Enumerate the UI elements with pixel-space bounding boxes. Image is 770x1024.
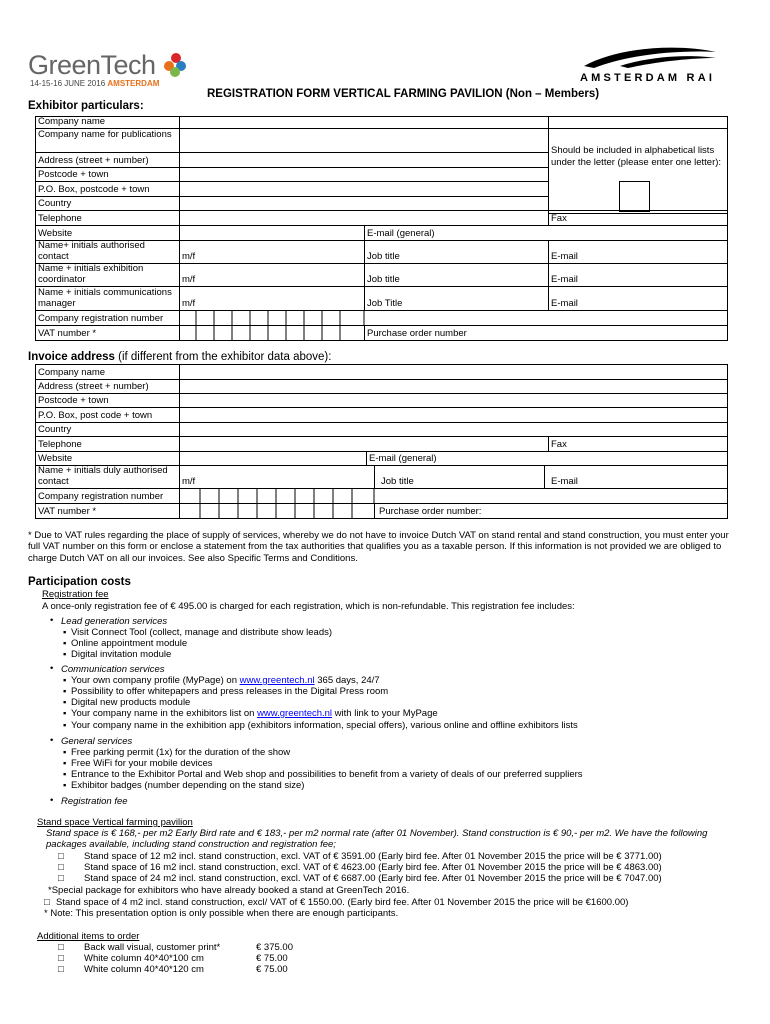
inv-field-contact-name[interactable] xyxy=(179,465,375,489)
inv-label-pobox: P.O. Box, post code + town xyxy=(35,407,180,423)
field-address[interactable] xyxy=(179,152,549,168)
square-bullet-icon: ▪ xyxy=(63,686,67,697)
exhibitor-heading: Exhibitor particulars: xyxy=(28,100,144,112)
inv-field-po-number[interactable] xyxy=(374,503,728,519)
square-bullet-icon: ▪ xyxy=(63,720,67,731)
inv-field-telephone[interactable] xyxy=(179,436,549,452)
field-contact1-email[interactable] xyxy=(548,240,728,264)
label-contact2: Name + initials exhibition coordinator xyxy=(35,263,180,287)
lead-title: Lead generation services xyxy=(61,616,168,627)
lead-item-2: Online appointment module xyxy=(71,638,188,649)
comm-item-3: Digital new products module xyxy=(71,697,191,708)
square-bullet-icon: ▪ xyxy=(63,627,67,638)
item-2-price: € 75.00 xyxy=(256,953,288,964)
lead-item-3: Digital invitation module xyxy=(71,649,172,660)
invoice-digit-grid xyxy=(179,488,375,519)
inv-label-email: E-mail xyxy=(551,476,578,487)
square-bullet-icon: ▪ xyxy=(63,780,67,791)
reg-fee-title: Registration fee xyxy=(42,589,109,600)
special-note: *Special package for exhibitors who have already booked a stand at GreenTech 2016. xyxy=(48,885,410,896)
pkg-1: Stand space of 12 m2 incl. stand construction, excl. VAT of € 3591.00 (Early bird fee. After 01 November 2015 the price will be € 3771.00) xyxy=(84,851,662,862)
reg-title: Registration fee xyxy=(61,796,128,807)
rai-logo-text: AMSTERDAM RAI xyxy=(580,72,716,84)
item-3-label: White column 40*40*120 cm xyxy=(84,964,204,975)
inv-label-fax: Fax xyxy=(551,439,567,450)
field-postcode[interactable] xyxy=(179,167,549,182)
alpha-letter-box[interactable] xyxy=(619,181,650,212)
greentech-link[interactable]: www.greentech.nl xyxy=(257,708,333,719)
bullet-icon: • xyxy=(50,615,54,626)
label-contact3: Name + initials communications manager xyxy=(35,286,180,311)
label-postcode: Postcode + town xyxy=(35,167,180,182)
checkbox-pkg4[interactable]: □ xyxy=(44,897,50,908)
field-contact2-job[interactable] xyxy=(364,263,549,287)
square-bullet-icon: ▪ xyxy=(63,697,67,708)
inv-label-address: Address (street + number) xyxy=(35,379,180,394)
inv-field-address[interactable] xyxy=(179,379,728,394)
additional-title: Additional items to order xyxy=(37,931,140,942)
inv-field-contact-email[interactable] xyxy=(544,465,728,489)
field-pobox[interactable] xyxy=(179,181,549,197)
inv-label-reg-number: Company registration number xyxy=(35,488,180,504)
field-telephone[interactable] xyxy=(179,210,549,226)
item-1-label: Back wall visual, customer print* xyxy=(84,942,221,953)
field-company-name-pub[interactable] xyxy=(179,128,549,153)
gen-item-2: Free WiFi for your mobile devices xyxy=(71,758,213,769)
field-contact2-name[interactable] xyxy=(179,263,365,287)
checkbox-item-1[interactable]: □ xyxy=(58,942,64,953)
inv-label-po-number: Purchase order number: xyxy=(379,506,482,517)
field-contact2-email[interactable] xyxy=(548,263,728,287)
label-job-title: Job title xyxy=(367,274,400,285)
checkbox-pkg3[interactable]: □ xyxy=(58,873,64,884)
space-title: Stand space Vertical farming pavilion xyxy=(37,817,193,828)
pkg-3: Stand space of 24 m2 incl. stand construction, excl. VAT of € 6687.00 (Early bird fee. After 01 November 2015 the price will be € 7047.00) xyxy=(84,873,662,884)
label-email: E-mail xyxy=(551,298,578,309)
label-website: Website xyxy=(35,225,180,241)
participants-note: * Note: This presentation option is only possible when there are enough participants. xyxy=(44,908,399,919)
field-contact1-job[interactable] xyxy=(364,240,549,264)
label-fax: Fax xyxy=(551,213,567,224)
checkbox-pkg2[interactable]: □ xyxy=(58,862,64,873)
square-bullet-icon: ▪ xyxy=(63,675,67,686)
label-country: Country xyxy=(35,196,180,211)
field-website[interactable] xyxy=(179,225,365,241)
inv-field-country[interactable] xyxy=(179,422,728,437)
inv-field-company[interactable] xyxy=(179,364,728,380)
square-bullet-icon: ▪ xyxy=(63,638,67,649)
label-email: E-mail xyxy=(551,274,578,285)
label-mf: m/f xyxy=(182,298,196,309)
square-bullet-icon: ▪ xyxy=(63,758,67,769)
label-job-title: Job title xyxy=(367,251,400,262)
inv-label-vat: VAT number * xyxy=(35,503,180,519)
inv-field-fax[interactable] xyxy=(548,436,728,452)
square-bullet-icon: ▪ xyxy=(63,769,67,780)
pkg-4: Stand space of 4 m2 incl. stand construction, excl/ VAT of € 1550.00. (Early bird fee. After 01 November 2015 the price will be €1600.00) xyxy=(56,897,629,908)
gen-item-4: Exhibitor badges (number depending on the stand size) xyxy=(71,780,305,791)
label-vat: VAT number * xyxy=(35,325,180,341)
label-email-general: E-mail (general) xyxy=(367,228,435,239)
field-contact3-name[interactable] xyxy=(179,286,365,311)
square-bullet-icon: ▪ xyxy=(63,747,67,758)
item-1-price: € 375.00 xyxy=(256,942,293,953)
form-title: REGISTRATION FORM VERTICAL FARMING PAVILION (Non – Members) xyxy=(207,88,600,100)
comm-title: Communication services xyxy=(61,664,165,675)
pkg-2: Stand space of 16 m2 incl. stand construction, excl. VAT of € 4623.00 (Early bird fee. After 01 November 2015 the price will be € 4863.00) xyxy=(84,862,662,873)
checkbox-item-2[interactable]: □ xyxy=(58,953,64,964)
label-contact1: Name+ initials authorised contact xyxy=(35,240,180,264)
label-telephone: Telephone xyxy=(35,210,180,226)
label-email: E-mail xyxy=(551,251,578,262)
label-reg-number: Company registration number xyxy=(35,310,180,326)
inv-field-email-general[interactable] xyxy=(366,451,728,466)
field-contact1-name[interactable] xyxy=(179,240,365,264)
space-text: Stand space is € 168,- per m2 Early Bird rate and € 183,- per m2 normal rate (after 01 November). Stand construction is € 90,- per m2. We have the following packages available, including stand construction and registration fee; xyxy=(46,828,708,851)
square-bullet-icon: ▪ xyxy=(63,649,67,660)
checkbox-item-3[interactable]: □ xyxy=(58,964,64,975)
inv-field-pobox[interactable] xyxy=(179,407,728,423)
label-company-name: Company name xyxy=(35,116,180,129)
bullet-icon: • xyxy=(50,795,54,806)
inv-label-job-title: Job title xyxy=(381,476,414,487)
inv-field-postcode[interactable] xyxy=(179,393,728,408)
comm-item-2: Possibility to offer whitepapers and press releases in the Digital Press room xyxy=(71,686,389,697)
comm-item-1: Your own company profile (MyPage) on www.greentech.nl 365 days, 24/7 xyxy=(71,675,380,686)
inv-label-company: Company name xyxy=(35,364,180,380)
label-mf: m/f xyxy=(182,251,196,262)
field-fax[interactable] xyxy=(548,210,728,226)
label-pobox: P.O. Box, postcode + town xyxy=(35,181,180,197)
alpha-note: Should be included in alphabetical lists under the letter (please enter one letter): xyxy=(551,145,722,168)
field-po-number[interactable] xyxy=(364,325,728,341)
greentech-logo-icon xyxy=(160,50,190,80)
square-bullet-icon: ▪ xyxy=(63,708,67,719)
reg-fee-text: A once-only registration fee of € 495.00 is charged for each registration, which is non-refundable. This registration fee includes: xyxy=(42,601,575,612)
label-company-name-pub: Company name for publications xyxy=(35,128,180,153)
vat-note: * Due to VAT rules regarding the place of supply of services, whereby we do not have to invoice Dutch VAT on stand rental and stand construction, you must enter your full VAT number on this form or enclose a statement from the tax authorities that qualifies you as a taxable person. If this information is not provided we are obliged to charge Dutch VAT on all our invoices. See also Specific Terms and Conditions. xyxy=(28,530,729,564)
inv-label-email-general: E-mail (general) xyxy=(369,453,437,464)
label-po-number: Purchase order number xyxy=(367,328,467,339)
inv-label-contact: Name + initials duly authorised contact xyxy=(35,465,180,489)
inv-label-country: Country xyxy=(35,422,180,437)
field-country[interactable] xyxy=(179,196,549,211)
label-job-title: Job Title xyxy=(367,298,403,309)
costs-heading: Participation costs xyxy=(28,576,131,588)
inv-field-contact-job[interactable] xyxy=(374,465,545,489)
inv-label-telephone: Telephone xyxy=(35,436,180,452)
bullet-icon: • xyxy=(50,663,54,674)
field-contact3-email[interactable] xyxy=(548,286,728,311)
label-address: Address (street + number) xyxy=(35,152,180,168)
bullet-icon: • xyxy=(50,735,54,746)
gen-item-1: Free parking permit (1x) for the duration of the show xyxy=(71,747,291,758)
logo-date: 14-15-16 JUNE 2016 AMSTERDAM xyxy=(30,79,160,88)
inv-field-website[interactable] xyxy=(179,451,367,466)
item-3-price: € 75.00 xyxy=(256,964,288,975)
greentech-logo-text: GreenTech xyxy=(28,50,156,80)
gen-title: General services xyxy=(61,736,133,747)
inv-label-website: Website xyxy=(35,451,180,466)
inv-label-mf: m/f xyxy=(182,476,196,487)
comm-item-4: Your company name in the exhibitors list on www.greentech.nl with link to your MyPage xyxy=(71,708,438,719)
label-mf: m/f xyxy=(182,274,196,285)
invoice-heading: Invoice address (if different from the exhibitor data above): xyxy=(28,351,332,363)
lead-item-1: Visit Connect Tool (collect, manage and distribute show leads) xyxy=(71,627,333,638)
checkbox-pkg1[interactable]: □ xyxy=(58,851,64,862)
greentech-link[interactable]: www.greentech.nl xyxy=(239,675,315,686)
rai-swoosh-icon xyxy=(580,44,720,70)
field-contact3-job[interactable] xyxy=(364,286,549,311)
comm-item-5: Your company name in the exhibition app (exhibitors information, special offers), various online and offline exhibitors lists xyxy=(71,720,578,731)
inv-label-postcode: Postcode + town xyxy=(35,393,180,408)
field-email-general[interactable] xyxy=(364,225,728,241)
item-2-label: White column 40*40*100 cm xyxy=(84,953,204,964)
gen-item-3: Entrance to the Exhibitor Portal and Web shop and possibilities to benefit from a variety of deals of our preferred suppliers xyxy=(71,769,583,780)
exhibitor-digit-grid xyxy=(179,310,365,341)
